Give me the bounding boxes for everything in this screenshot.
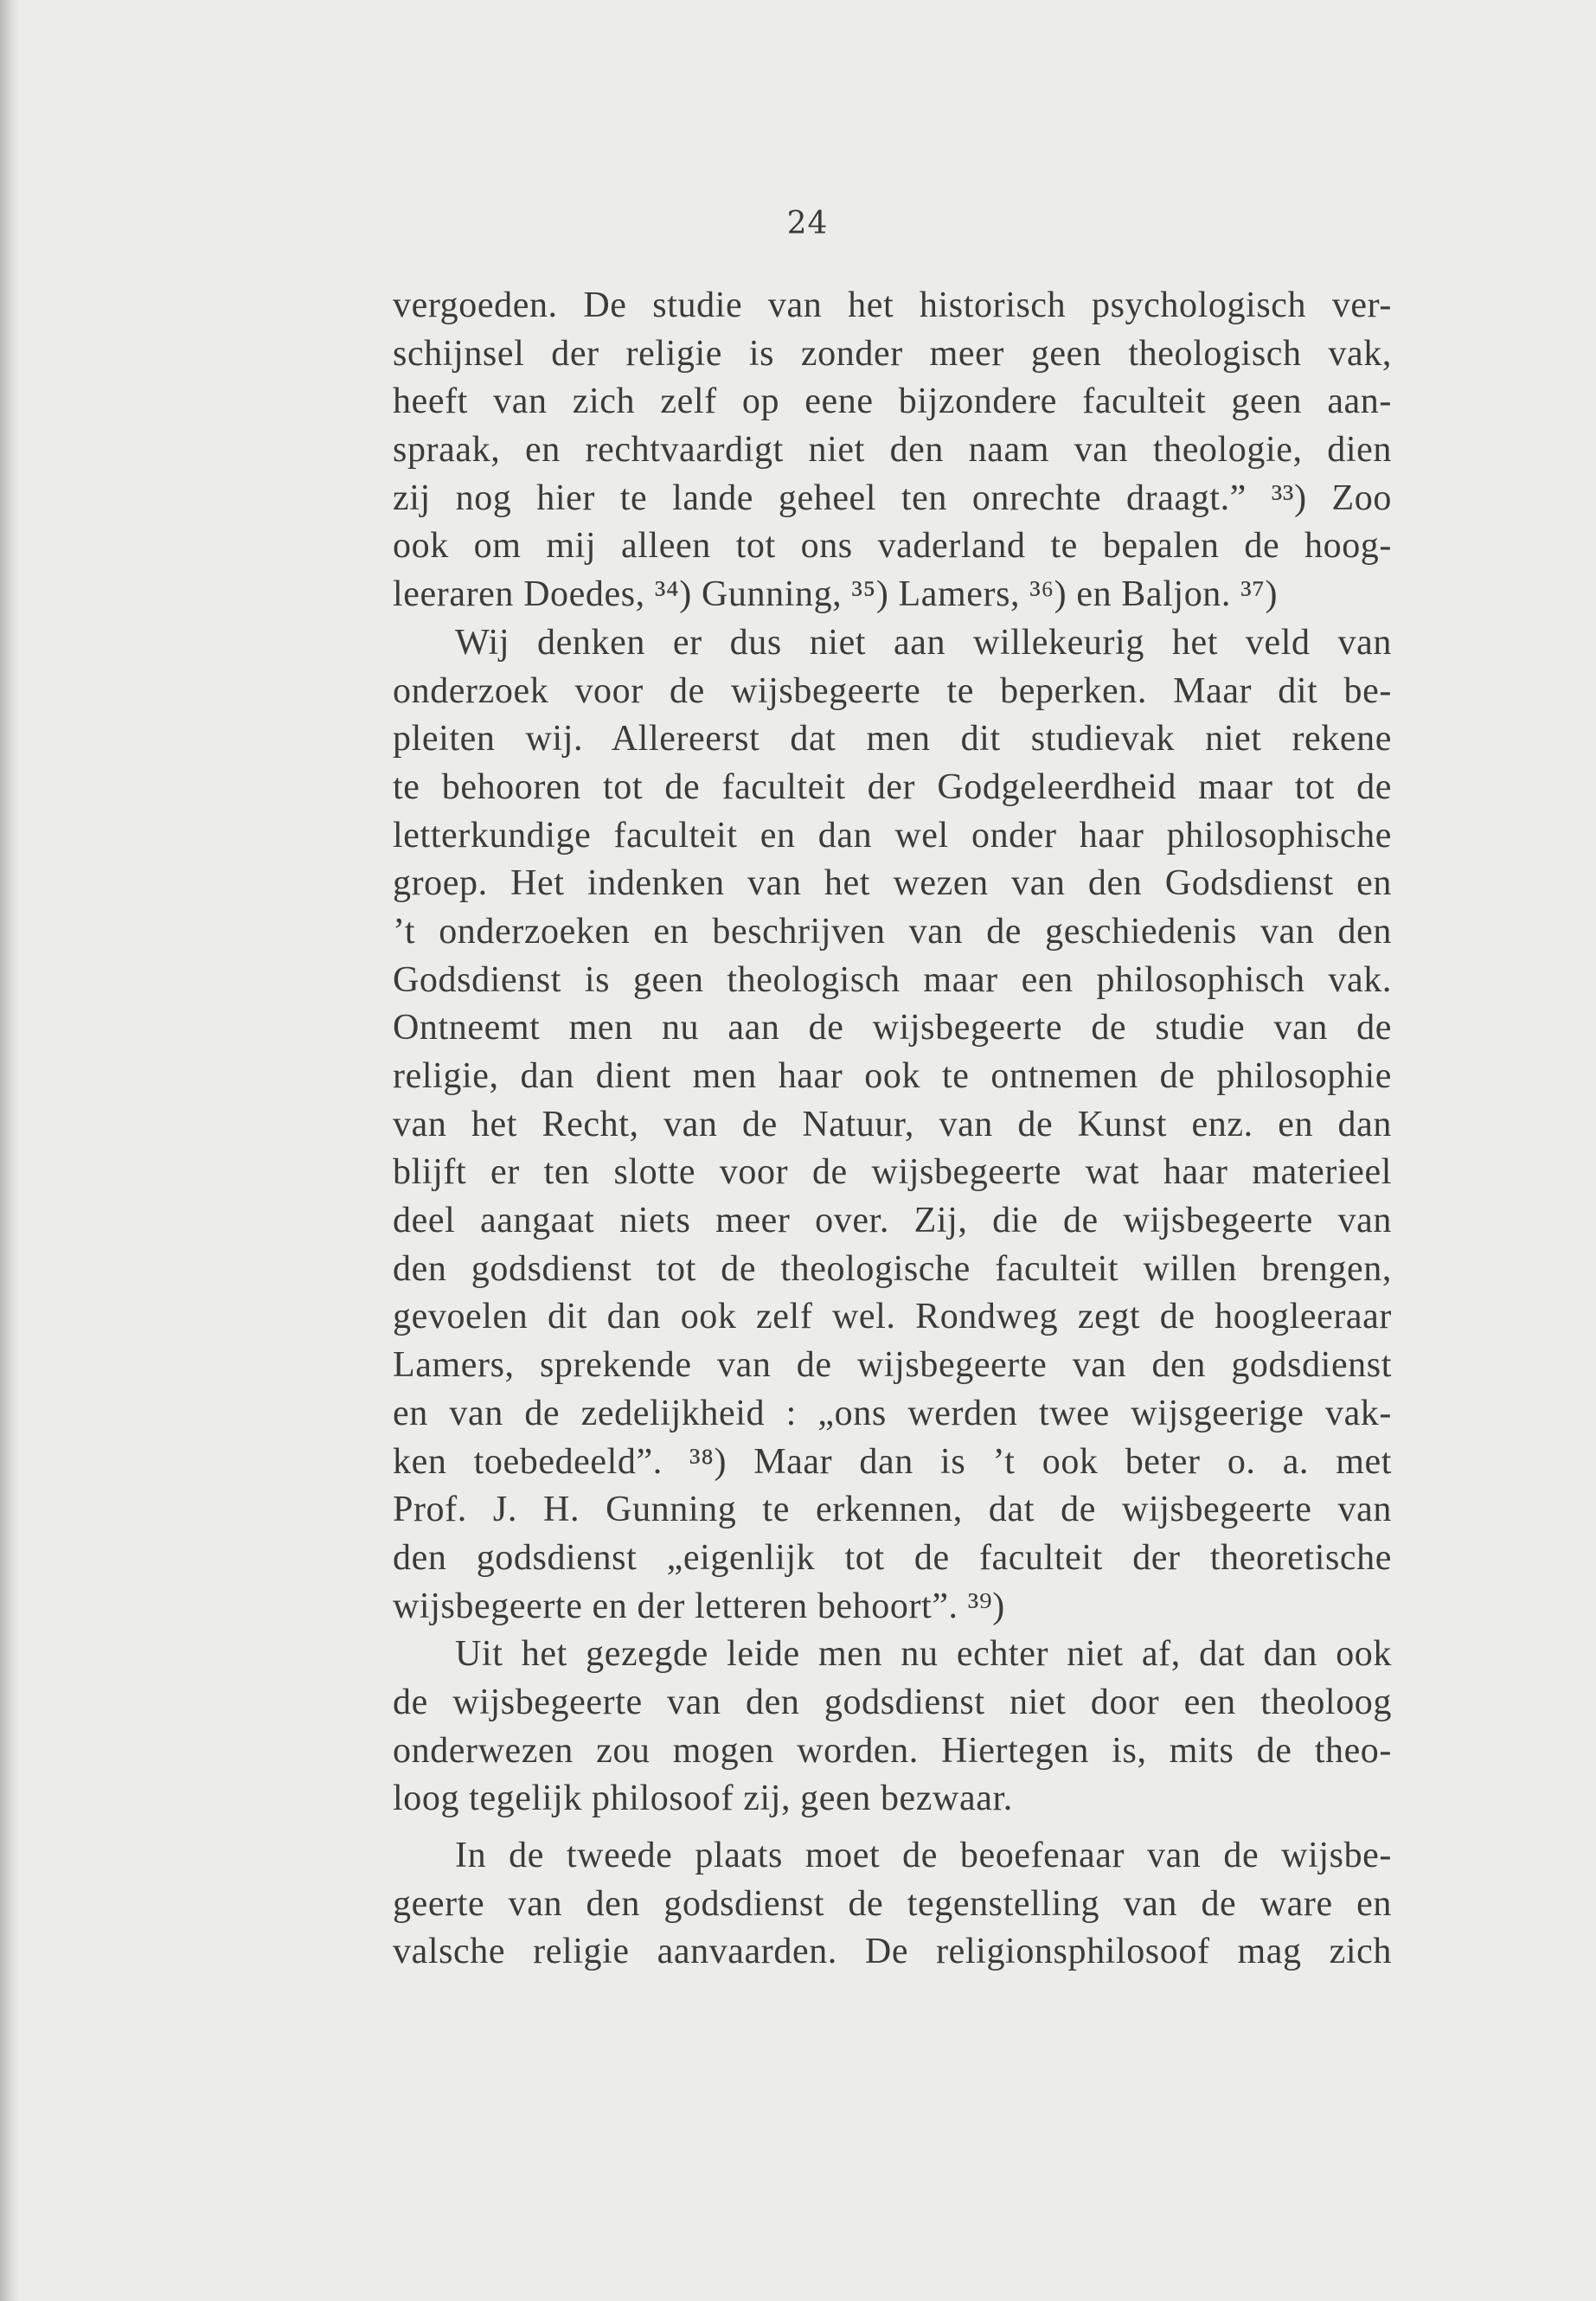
text-line: schijnsel der religie is zonder meer geen theologisch vak,: [393, 333, 1392, 374]
text-line: blijft er ten slotte voor de wijsbegeerte wat haar materieel: [393, 1152, 1392, 1193]
text-line: geerte van den godsdienst de tegenstelling van de ware en: [393, 1883, 1392, 1924]
text-line: pleiten wij. Allereerst dat men dit studievak niet rekene: [393, 719, 1392, 760]
text-line: letterkundige faculteit en dan wel onder haar philosophische: [393, 815, 1392, 856]
text-line: heeft van zich zelf op eene bijzondere faculteit geen aan-: [393, 381, 1392, 422]
text-line: loog tegelijk philosoof zij, geen bezwaar.: [393, 1779, 1013, 1819]
text-line: den godsdienst „eigenlijk tot de faculteit der theoretische: [393, 1537, 1392, 1578]
text-line: gevoelen dit dan ook zelf wel. Rondweg zegt de hoogleeraar: [393, 1297, 1392, 1337]
text-line: den godsdienst tot de theologische faculteit willen brengen,: [393, 1248, 1392, 1289]
text-line: religie, dan dient men haar ook te ontnemen de philosophie: [393, 1056, 1392, 1096]
text-line: ook om mij alleen tot ons vaderland te bepalen de hoog-: [393, 526, 1392, 567]
text-line: spraak, en rechtvaardigt niet den naam van theologie, dien: [393, 430, 1392, 471]
paragraph-3: [393, 1631, 1392, 1823]
paragraph-4: [393, 1832, 1392, 1977]
text-line: de wijsbegeerte van den godsdienst niet door een theoloog: [393, 1682, 1392, 1722]
book-page: [19, 0, 1596, 2301]
text-line: Lamers, sprekende van de wijsbegeerte van den godsdienst: [393, 1345, 1392, 1386]
text-line: wijsbegeerte en der letteren behoort”. ³⁹): [393, 1586, 1005, 1626]
paragraph-gap: [393, 1823, 1392, 1832]
text-line: Ontneemt men nu aan de wijsbegeerte de studie van de: [393, 1008, 1392, 1048]
text-line: deel aangaat niets meer over. Zij, die de wijsbegeerte van: [393, 1201, 1392, 1241]
text-line: van het Recht, van de Natuur, van de Kunst enz. en dan: [393, 1104, 1392, 1144]
text-line: ken toebedeeld”. ³⁸) Maar dan is ’t ook beter o. a. met: [393, 1441, 1392, 1482]
text-line: Godsdienst is geen theologisch maar een philosophisch vak.: [393, 959, 1392, 1000]
text-line: onderzoek voor de wijsbegeerte te beperken. Maar dit be-: [393, 670, 1392, 711]
scan-edge: [0, 0, 19, 2301]
body-text: [393, 282, 1392, 1977]
text-line: ’t onderzoeken en beschrijven van de geschiedenis van den: [393, 911, 1392, 952]
text-line: valsche religie aanvaarden. De religionsphilosoof mag zich: [393, 1932, 1392, 1972]
paragraph-1: [393, 282, 1392, 619]
text-line: groep. Het indenken van het wezen van den Godsdienst en: [393, 863, 1392, 904]
text-line: Uit het gezegde leide men nu echter niet af, dat dan ook: [455, 1634, 1392, 1675]
text-line: Wij denken er dus niet aan willekeurig het veld van: [455, 622, 1392, 663]
paragraph-2: [393, 619, 1392, 1631]
text-line: zij nog hier te lande geheel ten onrechte draagt.” ³³) Zoo: [393, 478, 1392, 518]
text-line: In de tweede plaats moet de beoefenaar van de wijsbe-: [455, 1836, 1392, 1875]
text-line: Prof. J. H. Gunning te erkennen, dat de wijsbegeerte van: [393, 1490, 1392, 1530]
text-line: en van de zedelijkheid : „ons werden twee wijsgeerige vak-: [393, 1393, 1392, 1433]
page-number: 24: [786, 206, 829, 241]
text-line: te behooren tot de faculteit der Godgeleerdheid maar tot de: [393, 766, 1392, 807]
text-line: leeraren Doedes, ³⁴) Gunning, ³⁵) Lamers, ³⁶) en Baljon. ³⁷): [393, 574, 1279, 615]
text-line: onderwezen zou mogen worden. Hiertegen is, mits de theo-: [393, 1730, 1392, 1771]
text-line: vergoeden. De studie van het historisch psychologisch ver-: [393, 285, 1392, 325]
